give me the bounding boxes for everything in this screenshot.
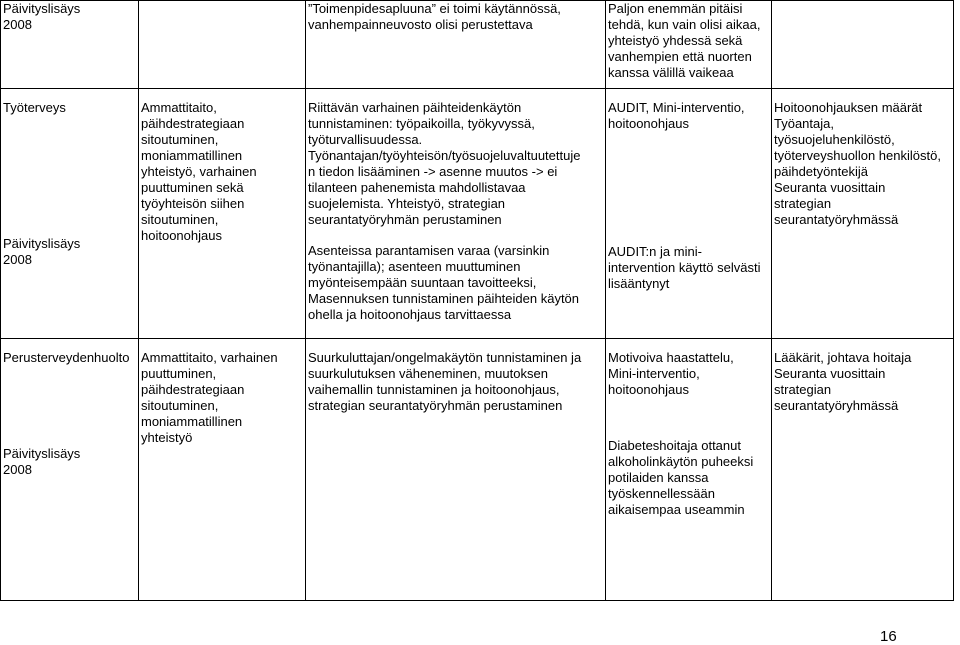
cell-measures xyxy=(306,339,606,601)
cell-competence xyxy=(139,1,306,89)
page-number: 16 xyxy=(880,628,897,645)
text-line: seurantatyöryhmässä xyxy=(774,398,899,413)
cell-measures xyxy=(306,89,606,339)
text-line: strategian seurantatyöryhmän perustaminen xyxy=(308,398,563,413)
text-line: AUDIT, Mini-interventio, xyxy=(608,100,745,115)
text-line: Masennuksen tunnistaminen päihteiden käytön xyxy=(308,291,580,306)
text-line: seurantatyöryhmässä xyxy=(774,212,899,227)
text-line: sitoutuminen, xyxy=(141,132,219,147)
text-line: suojelemista. Yhteistyö, strategian xyxy=(308,196,506,211)
text-line: vaihemallin tunnistaminen ja hoitoonohjaus, xyxy=(308,382,560,397)
table-row xyxy=(1,339,954,601)
text-line: Motivoiva haastattelu, xyxy=(608,350,734,365)
text-line: Työnantajan/työyhteisön/työsuojeluvaltuutettuje xyxy=(308,148,581,163)
text-line: Lääkärit, johtava hoitaja xyxy=(774,350,912,365)
text-line: päihdestrategiaan xyxy=(141,382,245,397)
text-line: yhteistyö, varhainen xyxy=(141,164,257,179)
cell-measures xyxy=(306,1,606,89)
text-line: myönteisempään suuntaan tavoitteeksi, xyxy=(308,275,537,290)
text-line: sitoutuminen, xyxy=(141,398,219,413)
text-line: strategian xyxy=(774,382,832,397)
text-line: 2008 xyxy=(3,462,32,477)
text-line: Suurkuluttajan/ongelmakäytön tunnistaminen ja xyxy=(308,350,582,365)
line-list xyxy=(308,1,605,33)
cell-update-note xyxy=(1,1,139,89)
text-line: alkoholinkäytön puheeksi xyxy=(608,454,754,469)
cell-sector xyxy=(1,339,139,601)
text-line: Mini-interventio, xyxy=(608,366,700,381)
text-line: Työantaja, xyxy=(774,116,834,131)
text-line: vanhempainneuvosto olisi perustettava xyxy=(308,17,533,32)
text-line: puuttuminen, xyxy=(141,366,217,381)
text-line: Paljon enemmän pitäisi xyxy=(608,1,743,16)
text-line: päihdetyöntekijä xyxy=(774,164,868,179)
line-list xyxy=(308,339,605,414)
text-line: Päivityslisäys xyxy=(3,236,81,251)
text-line: Ammattitaito, varhainen xyxy=(141,350,278,365)
text-line: seurantatyöryhmän perustaminen xyxy=(308,212,502,227)
text-line: Riittävän varhainen päihteidenkäytön xyxy=(308,100,522,115)
cell-follow-up xyxy=(772,89,954,339)
line-list xyxy=(608,89,771,132)
text-line: lisääntynyt xyxy=(608,276,670,291)
sector-name xyxy=(3,339,138,366)
line-list xyxy=(608,244,771,292)
line-list xyxy=(3,1,138,33)
text-line: työterveyshuollon henkilöstö, xyxy=(774,148,941,163)
text-line: Asenteissa parantamisen varaa (varsinkin xyxy=(308,243,550,258)
text-line: 2008 xyxy=(3,252,32,267)
text-line: työskennellessään xyxy=(608,486,715,501)
line-list xyxy=(774,89,953,228)
text-line: hoitoonohjaus xyxy=(141,228,222,243)
cell-methods xyxy=(606,89,772,339)
text-line: kanssa välillä vaikeaa xyxy=(608,65,734,80)
table-row xyxy=(1,89,954,339)
text-line: tehdä, kun vain olisi aikaa, xyxy=(608,17,761,32)
text-line: hoitoonohjaus xyxy=(608,382,689,397)
line-list xyxy=(141,339,305,446)
text-line: potilaiden kanssa xyxy=(608,470,709,485)
text-line: Työterveys xyxy=(3,100,66,115)
line-list xyxy=(608,438,771,518)
text-line: Päivityslisäys xyxy=(3,446,81,461)
text-line: hoitoonohjaus xyxy=(608,116,689,131)
text-line: 2008 xyxy=(3,17,32,32)
text-line: Diabeteshoitaja ottanut xyxy=(608,438,741,453)
text-line: intervention käyttö selvästi xyxy=(608,260,761,275)
text-line: työyhteisön siihen xyxy=(141,196,245,211)
text-line: sitoutuminen, xyxy=(141,212,219,227)
text-line: työsuojeluhenkilöstö, xyxy=(774,132,895,147)
text-line: moniammatillinen xyxy=(141,414,243,429)
line-list xyxy=(608,339,771,398)
cell-competence xyxy=(139,89,306,339)
text-line: Perusterveydenhuolto xyxy=(3,350,130,365)
text-line: Ammattitaito, xyxy=(141,100,217,115)
text-line: ”Toimenpidesapluuna” ei toimi käytännössä, xyxy=(308,1,561,16)
cell-follow-up xyxy=(772,339,954,601)
cell-methods xyxy=(606,339,772,601)
text-line: Seuranta vuosittain xyxy=(774,180,886,195)
text-line: Hoitoonohjauksen määrät xyxy=(774,100,923,115)
line-list xyxy=(774,339,953,414)
text-line: yhteistyö xyxy=(141,430,193,445)
text-line: Seuranta vuosittain xyxy=(774,366,886,381)
line-list xyxy=(608,1,771,81)
text-line: työnantajilla); asenteen muuttuminen xyxy=(308,259,521,274)
update-note xyxy=(3,446,138,478)
text-line: strategian xyxy=(774,196,832,211)
text-line: yhteistyö yhdessä sekä xyxy=(608,33,743,48)
text-line: tunnistaminen: työpaikoilla, työkyvyssä, xyxy=(308,116,535,131)
text-line: päihdestrategiaan xyxy=(141,116,245,131)
line-list xyxy=(308,89,605,228)
text-line: aikaisempaa useammin xyxy=(608,502,745,517)
text-line: vanhempien että nuorten xyxy=(608,49,752,64)
text-line: n tiedon lisääminen -> asenne muutos -> ei xyxy=(308,164,558,179)
sector-name xyxy=(3,89,138,116)
update-note xyxy=(3,236,138,268)
line-list xyxy=(141,89,305,244)
text-line: ohella ja hoitoonohjaus tarvittaessa xyxy=(308,307,512,322)
text-line: AUDIT:n ja mini- xyxy=(608,244,702,259)
cell-sector xyxy=(1,89,139,339)
text-line: moniammatillinen xyxy=(141,148,243,163)
line-list xyxy=(308,243,605,323)
text-line: Päivityslisäys xyxy=(3,1,81,16)
cell-follow-up xyxy=(772,1,954,89)
cell-methods xyxy=(606,1,772,89)
cell-competence xyxy=(139,339,306,601)
text-line: puuttuminen sekä xyxy=(141,180,244,195)
text-line: tilanteen pahenemista mahdollistavaa xyxy=(308,180,526,195)
table-row xyxy=(1,1,954,89)
text-line: suurkulutuksen väheneminen, muutoksen xyxy=(308,366,548,381)
text-line: työturvallisuudessa. xyxy=(308,132,423,147)
